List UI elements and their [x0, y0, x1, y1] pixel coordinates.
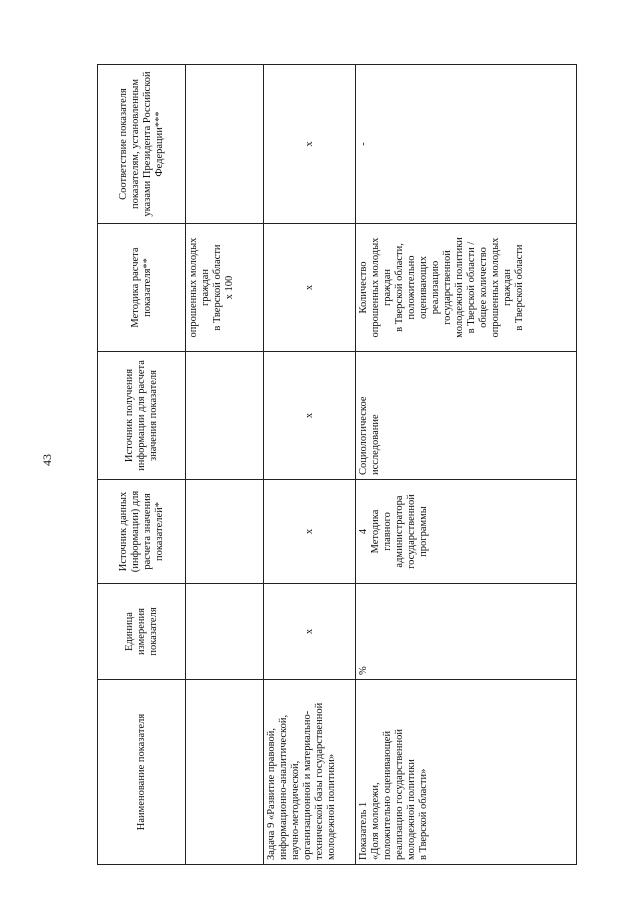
- header-info: Источник получения информации для расчета значения показателя: [98, 352, 186, 480]
- cell-source: 4 Методика главного администратора государственной программы: [356, 480, 577, 584]
- cell-info: х: [264, 352, 356, 480]
- table-row: [264, 65, 356, 865]
- header-method: Методика расчета показателя**: [98, 224, 186, 352]
- cell-info: [186, 352, 264, 480]
- table-header-row: [98, 65, 186, 865]
- cell-method: Количество опрошенных молодых граждан в Тверской области, положительно оценивающих реализацию государственной молодежной политики в Тверской области / общее количество опрошенных молодых граждан в Тверской области: [356, 224, 577, 352]
- header-unit: Единица измерения показателя: [98, 584, 186, 680]
- indicator-table: [97, 64, 577, 865]
- table-row: [356, 65, 577, 865]
- header-source: Источник данных (информации) для расчета значения показателей*: [98, 480, 186, 584]
- cell-unit: х: [264, 584, 356, 680]
- table-row: [186, 65, 264, 865]
- cell-method: опрошенных молодых граждан в Тверской области х 100: [186, 224, 264, 352]
- cell-name: Показатель 1 «Доля молодежи, положительно оценивающей реализацию государственной молодежной политики в Тверской области»: [356, 680, 577, 865]
- cell-source: [186, 480, 264, 584]
- cell-info: Социологическое исследование: [356, 352, 577, 480]
- cell-decree: х: [264, 65, 356, 224]
- cell-method: х: [264, 224, 356, 352]
- page-number: 43: [40, 454, 54, 466]
- cell-name: [186, 680, 264, 865]
- cell-decree: -: [356, 65, 577, 224]
- header-decree: Соответствие показателя показателям, установленным указами Президента Российской Федерации***: [98, 65, 186, 224]
- header-name: Наименование показателя: [98, 680, 186, 865]
- cell-name: Задача 9 «Развитие правовой, информационно-аналитической, научно-методической, организационной и материально-технической базы государственной молодежной политики»: [264, 680, 356, 865]
- rotated-table-wrapper: [97, 65, 577, 865]
- cell-unit: [186, 584, 264, 680]
- cell-source: х: [264, 480, 356, 584]
- cell-unit: %: [356, 584, 577, 680]
- cell-decree: [186, 65, 264, 224]
